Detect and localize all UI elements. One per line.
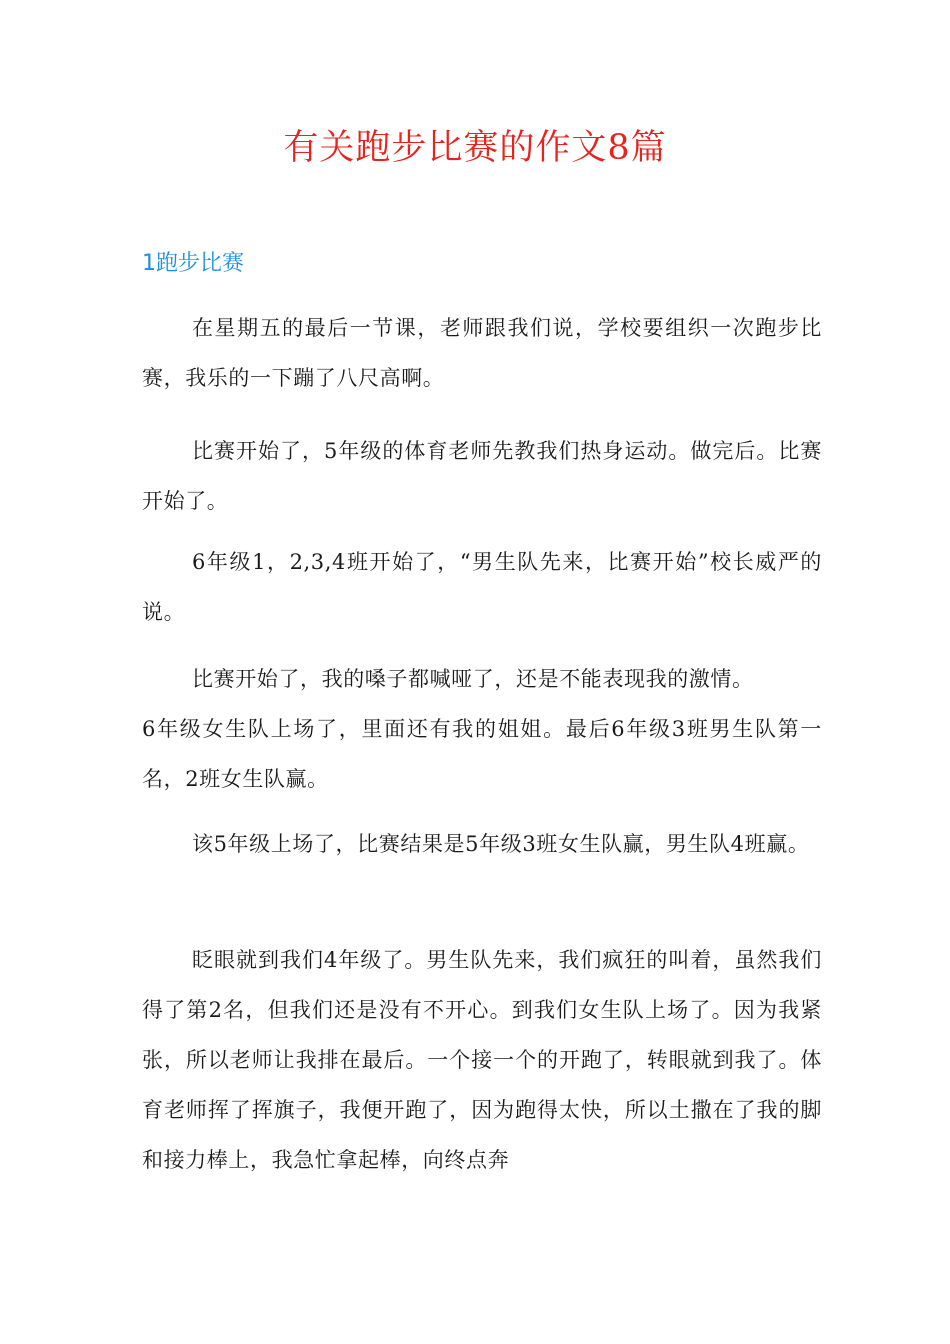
paragraph-block-5 — [142, 819, 822, 869]
paragraph: 比赛开始了，我的嗓子都喊哑了，还是不能表现我的激情。 — [192, 667, 754, 691]
paragraph: 眨眼就到我们4年级了。男生队先来，我们疯狂的叫着，虽然我们得了第2名，但我们还是没有不开心。到我们女生队上场了。因为我紧张，所以老师让我排在最后。一个接一个的开跑了，转眼就到我了。体育老师挥了挥旗子，我便开跑了，因为跑得太快，所以土撒在了我的脚和接力棒上，我急忙拿起棒，向终点奔 — [142, 948, 822, 1172]
paragraph: 在星期五的最后一节课，老师跟我们说，学校要组织一次跑步比赛，我乐的一下蹦了八尺高啊。 — [142, 316, 822, 390]
paragraph: 6年级1，2,3,4班开始了，“男生队先来，比赛开始”校长威严的说。 — [142, 550, 822, 624]
paragraph: 6年级女生队上场了，里面还有我的姐姐。最后6年级3班男生队第一名，2班女生队赢。 — [142, 717, 822, 791]
paragraph: 该5年级上场了，比赛结果是5年级3班女生队赢，男生队4班赢。 — [192, 832, 810, 856]
paragraph-block-4 — [142, 654, 822, 804]
paragraph-block-1 — [142, 303, 822, 403]
paragraph-block-3 — [142, 537, 822, 637]
section-heading: 1跑步比赛 — [142, 251, 244, 276]
paragraph-block-2 — [142, 426, 822, 526]
document-title: 有关跑步比赛的作文8篇 — [283, 128, 667, 168]
paragraph: 比赛开始了，5年级的体育老师先教我们热身运动。做完后。比赛开始了。 — [142, 439, 822, 513]
paragraph-block-6 — [142, 935, 822, 1185]
